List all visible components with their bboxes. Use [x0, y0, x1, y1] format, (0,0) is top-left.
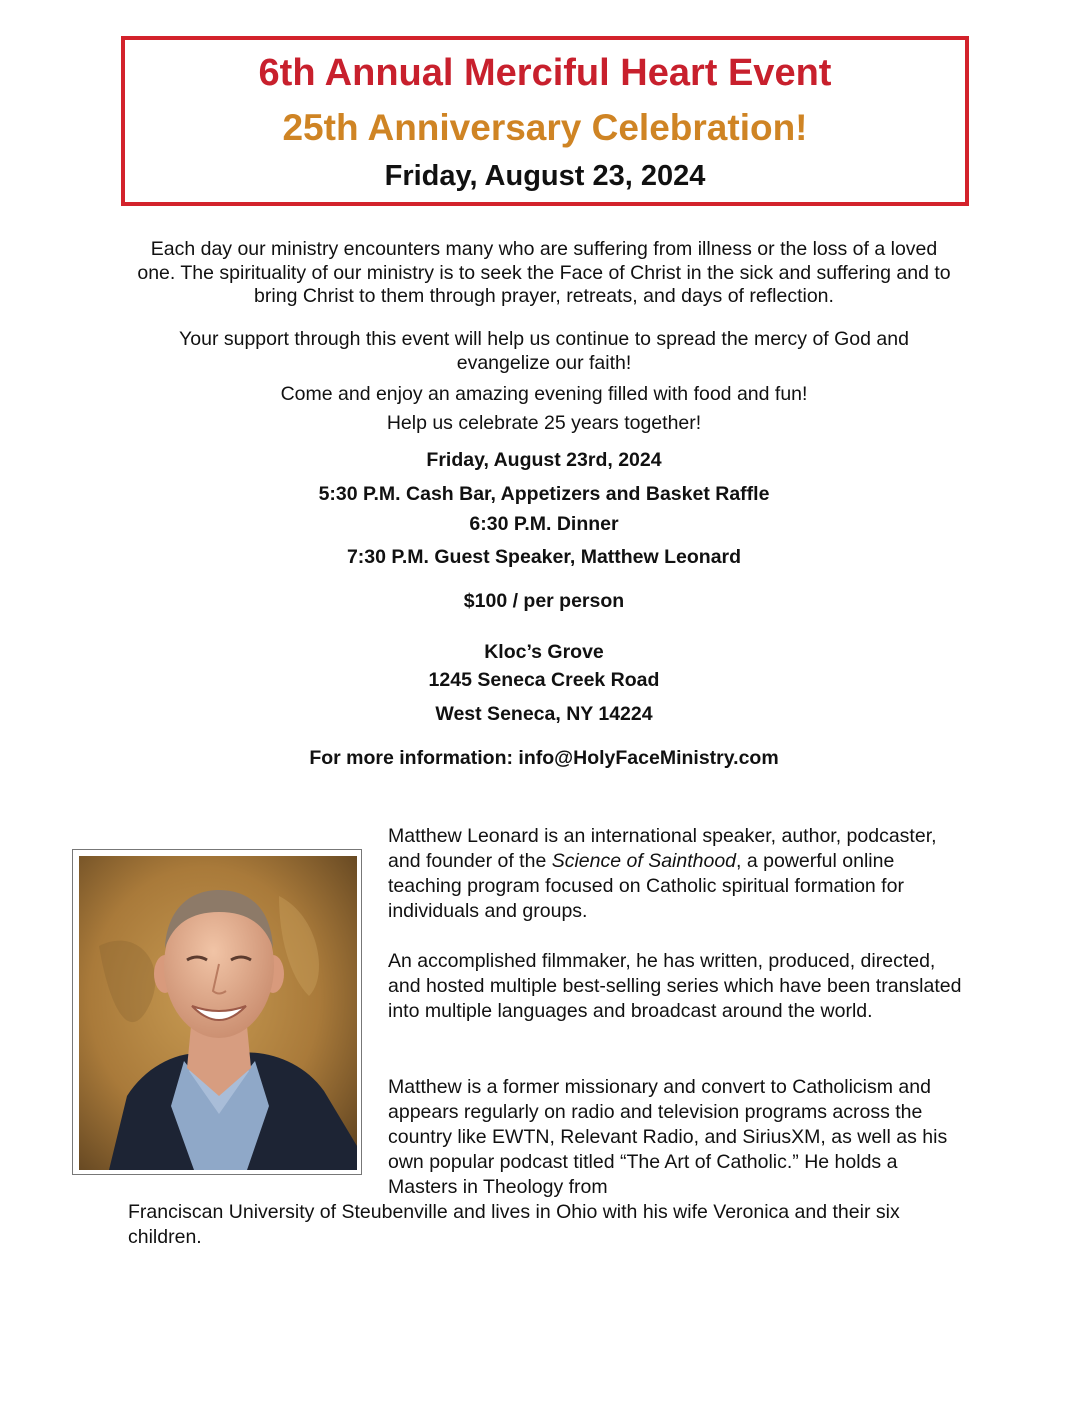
contact-info: For more information: info@HolyFaceMinistry.com — [309, 747, 779, 769]
invite-line-2: Help us celebrate 25 years together! — [386, 412, 702, 434]
invite-line-1: Come and enjoy an amazing evening filled with food and fun! — [280, 383, 808, 405]
speaker-portrait-icon — [79, 856, 357, 1170]
support-paragraph: Your support through this event will help us continue to spread the mercy of God and evangelize our faith! — [179, 328, 909, 374]
bio-text: , a powerful online teaching program focused on Catholic spiritual formation for individuals and groups. — [388, 850, 904, 922]
speaker-bio-paragraph-3-continued: Franciscan University of Steubenville and lives in Ohio with his wife Veronica and their six children. — [128, 1201, 900, 1248]
event-subtitle: 25th Anniversary Celebration! — [282, 107, 808, 148]
speaker-photo — [72, 849, 362, 1175]
venue-city: West Seneca, NY 14224 — [435, 703, 653, 725]
schedule-date: Friday, August 23rd, 2024 — [426, 449, 662, 471]
support-section — [0, 328, 1088, 375]
schedule-item: 7:30 P.M. Guest Speaker, Matthew Leonard — [346, 546, 742, 568]
venue-name: Kloc’s Grove — [484, 641, 604, 663]
event-date: Friday, August 23, 2024 — [384, 160, 706, 192]
ticket-price: $100 / per person — [463, 590, 625, 612]
speaker-bio-paragraph-2: An accomplished filmmaker, he has written, produced, directed, and hosted multiple best-selling series which have been translated into multiple languages and broadcast around the world. — [388, 950, 962, 1022]
intro-paragraph: Each day our ministry encounters many who are suffering from illness or the loss of a loved one. The spirituality of our ministry is to seek the Face of Christ in the sick and suffering and to bring Christ to them through prayer, retreats, and days of reflection. — [137, 238, 951, 307]
schedule-item: 6:30 P.M. Dinner — [469, 513, 619, 535]
event-header-box — [121, 36, 969, 206]
schedule-item: 5:30 P.M. Cash Bar, Appetizers and Basket Raffle — [318, 483, 770, 505]
program-name: Science of Sainthood — [551, 850, 737, 872]
intro-section — [0, 238, 1088, 309]
speaker-bio-paragraph-1 — [388, 824, 968, 924]
event-title: 6th Annual Merciful Heart Event — [258, 52, 832, 94]
bio-text: Matthew Leonard is an international speaker, author, podcaster, and founder of the — [388, 825, 937, 872]
venue-street: 1245 Seneca Creek Road — [428, 669, 660, 691]
speaker-bio-paragraph-3: Matthew is a former missionary and convert to Catholicism and appears regularly on radio and television programs across the country like EWTN, Relevant Radio, and SiriusXM, as well as his own popular podcast titled “The Art of Catholic.” He holds a Masters in Theology from — [388, 1076, 948, 1198]
